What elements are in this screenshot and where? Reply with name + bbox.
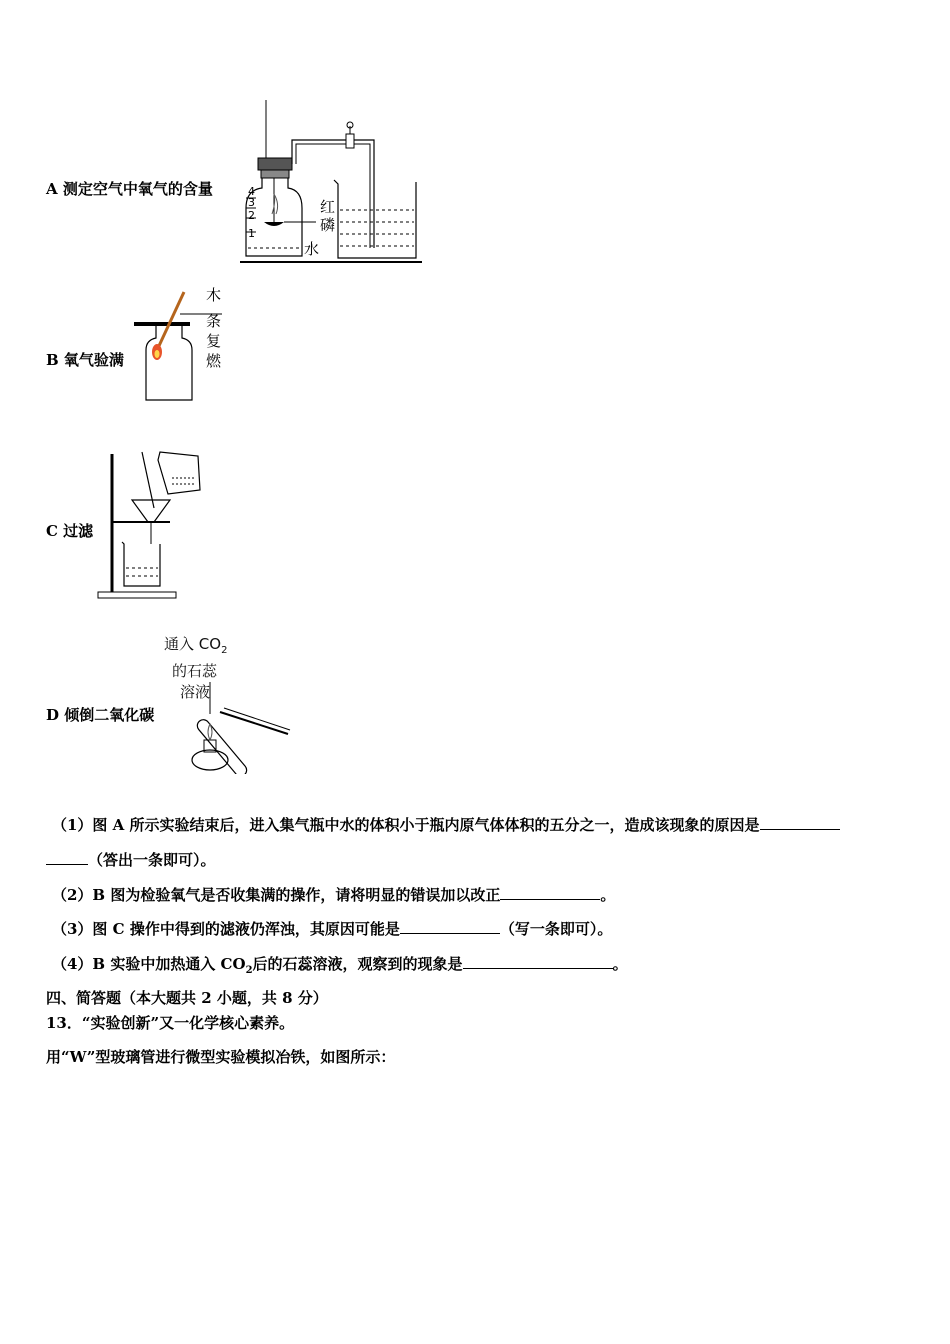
question-2 (52, 884, 615, 905)
q3-text: （3）图 C 操作中得到的滤液仍浑浊，其原因可能是 (52, 920, 400, 938)
char-2: 条 (206, 312, 222, 330)
q4-text-b: 后的石蕊溶液，观察到的现象是 (252, 955, 463, 973)
tick-2: 2 (248, 209, 255, 222)
q1-blank-a[interactable] (760, 815, 840, 830)
q4-blank[interactable] (463, 954, 613, 969)
q2-blank[interactable] (500, 885, 600, 900)
q3-blank[interactable] (400, 919, 500, 934)
char-1: 木 (206, 286, 222, 304)
label-water: 水 (304, 240, 320, 258)
label-red-1: 红 (320, 198, 336, 216)
figure-c-apparatus (92, 448, 216, 602)
q3-end: （写一条即可）。 (499, 920, 613, 938)
caption-line2: 的石蕊 (172, 662, 218, 680)
section-title: 四、简答题（本大题共 2 小题，共 8 分） (46, 989, 328, 1007)
figure-a-apparatus (236, 98, 426, 268)
q4-end: 。 (612, 955, 628, 973)
q4-sub: 2 (245, 965, 253, 976)
q2-text: （2）B 图为检验氧气是否收集满的操作，请将明显的错误加以改正 (52, 886, 501, 904)
q2-end: 。 (600, 886, 616, 904)
label-experiment-a: A 测定空气中氧气的含量 (46, 180, 213, 198)
question-4 (52, 953, 628, 976)
question-13-title: 13．“实验创新”又一化学核心素养。 (46, 1014, 295, 1032)
q1-text: （1）图 A 所示实验结束后，进入集气瓶中水的体积小于瓶内原气体体积的五分之一，造成该现象的原因是 (52, 816, 760, 834)
tick-4: 4 (248, 185, 255, 198)
q4-text-a: （4）B 实验中加热通入 CO (52, 955, 246, 973)
q1-tail: （答出一条即可）。 (88, 851, 216, 869)
tick-3: 3 (248, 196, 255, 209)
question-1-line1 (52, 814, 840, 835)
figure-d-apparatus (180, 660, 300, 774)
caption-line3: 溶液 (180, 683, 211, 701)
label-red-2: 磷 (320, 216, 336, 234)
char-4: 燃 (206, 352, 222, 370)
char-3: 复 (206, 332, 222, 350)
label-experiment-c: C 过滤 (46, 522, 94, 540)
caption-line1-sub: 2 (221, 645, 228, 656)
tick-1: 1 (248, 227, 255, 240)
question-1-line2 (46, 849, 216, 870)
label-experiment-b: B 氧气验满 (46, 351, 124, 369)
question-13-intro: 用“W”型玻璃管进行微型实验模拟冶铁，如图所示： (46, 1048, 396, 1066)
caption-line1: 通入 CO (164, 635, 222, 653)
figure-b-apparatus (130, 282, 230, 404)
label-experiment-d: D 倾倒二氧化碳 (46, 706, 155, 724)
question-3 (52, 918, 612, 939)
q1-blank-b[interactable] (46, 850, 88, 865)
